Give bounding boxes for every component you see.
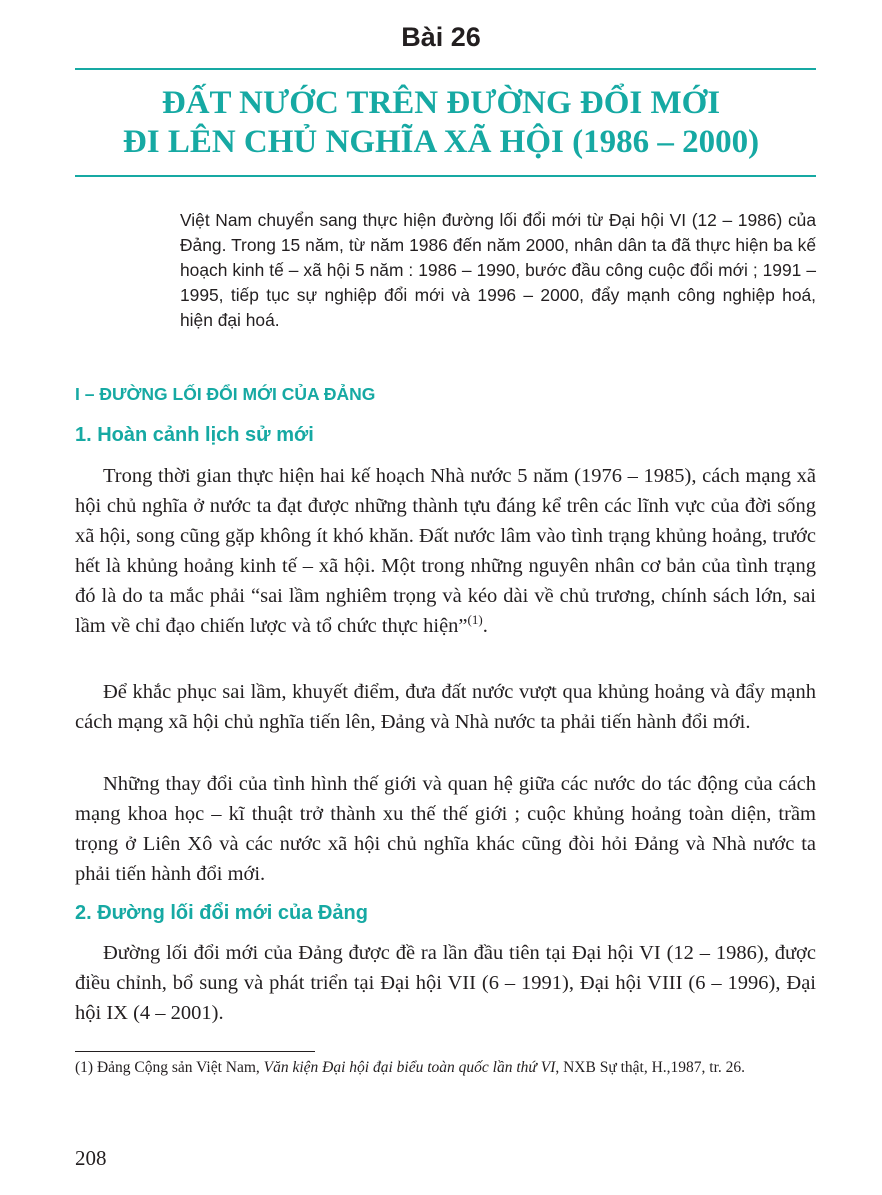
paragraph-context-3: Những thay đổi của tình hình thế giới và quan hệ giữa các nước do tác động của cách mạng khoa học – kĩ thuật trở thành xu thế thế giới ; cuộc khủng hoảng toàn diện, trầm trọng ở Liên Xô và các nước xã hội chủ nghĩa khác cũng đòi hỏi Đảng và Nhà nước ta phải tiến hành đổi mới.	[75, 773, 816, 885]
page-number: 208	[75, 1146, 107, 1170]
paragraph-context-1-text: Trong thời gian thực hiện hai kế hoạch Nhà nước 5 năm (1976 – 1985), cách mạng xã hội chủ nghĩa ở nước ta đạt được những thành tựu đáng kể trên các lĩnh vực của đời sống xã hội, song cũng gặp không ít khó khăn. Đất nước lâm vào tình trạng khủng hoảng, trước hết là khủng hoảng kinh tế – xã hội. Một trong những nguyên nhân cơ bản của tình trạng đó là do ta mắc phải “sai lầm nghiêm trọng và kéo dài về chủ trương, chính sách lớn, sai lầm về chỉ đạo chiến lược và tổ chức thực hiện”	[75, 465, 816, 637]
paragraph-context-1	[75, 461, 816, 641]
footnote	[75, 1057, 838, 1078]
intro-paragraph: Việt Nam chuyển sang thực hiện đường lối đổi mới từ Đại hội VI (12 – 1986) của Đảng. Trong 15 năm, từ năm 1986 đến năm 2000, nhân dân ta đã thực hiện ba kế hoạch kinh tế – xã hội 5 năm : 1986 – 1990, bước đầu công cuộc đổi mới ; 1991 – 1995, tiếp tục sự nghiệp đổi mới và 1996 – 2000, đẩy mạnh công nghiệp hoá, hiện đại hoá.	[180, 210, 816, 330]
section-heading: I – ĐƯỜNG LỐI ĐỔI MỚI CỦA ĐẢNG	[75, 384, 376, 404]
footnote-author: Đảng Cộng sản Việt Nam,	[96, 1059, 264, 1076]
footnote-divider	[75, 1051, 315, 1052]
footnote-publisher: , NXB Sự thật, H.,1987, tr. 26.	[555, 1059, 746, 1076]
subheading-historical-context: 1. Hoàn cảnh lịch sử mới	[75, 424, 314, 446]
lesson-title-line-2: ĐI LÊN CHỦ NGHĨA XÃ HỘI (1986 – 2000)	[122, 124, 760, 160]
footnote-marker: (1)	[75, 1059, 94, 1076]
title-top-rule	[75, 68, 816, 70]
paragraph-context-2: Để khắc phục sai lầm, khuyết điểm, đưa đất nước vượt qua khủng hoảng và đẩy mạnh cách mạng xã hội chủ nghĩa tiến lên, Đảng và Nhà nước ta phải tiến hành đổi mới.	[75, 681, 816, 733]
footnote-work-title: Văn kiện Đại hội đại biểu toàn quốc lần thứ VI	[263, 1059, 556, 1076]
footnote-reference[interactable]: (1)	[467, 612, 483, 628]
paragraph-reform-1: Đường lối đổi mới của Đảng được đề ra lần đầu tiên tại Đại hội VI (12 – 1986), được điều chỉnh, bổ sung và phát triển tại Đại hội VII (6 – 1991), Đại hội VIII (6 – 1996), Đại hội IX (4 – 2001).	[75, 942, 816, 1024]
paragraph-context-1-end: .	[482, 615, 488, 637]
subheading-reform-policy: 2. Đường lối đổi mới của Đảng	[75, 902, 368, 924]
lesson-title	[0, 84, 882, 162]
lesson-label: Bài 26	[401, 22, 481, 52]
title-bottom-rule	[75, 175, 816, 177]
lesson-title-line-1: ĐẤT NƯỚC TRÊN ĐƯỜNG ĐỔI MỚI	[161, 85, 721, 121]
